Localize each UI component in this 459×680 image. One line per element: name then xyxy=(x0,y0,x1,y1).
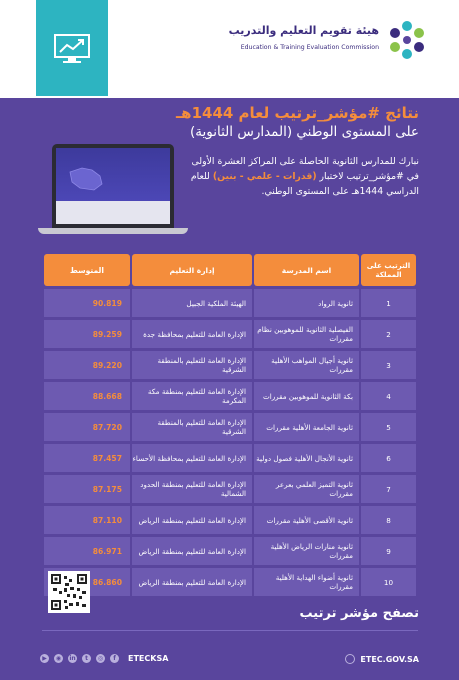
snapchat-icon[interactable]: ◉ xyxy=(55,655,62,662)
instagram-icon[interactable]: ◎ xyxy=(97,655,104,662)
qr-code-icon xyxy=(51,574,87,610)
cell-average: 89.259 xyxy=(44,320,130,348)
table-header xyxy=(44,254,416,286)
intro-text-end: للعام الدراسي 1444هـ على المستوى الوطني. xyxy=(190,171,419,197)
cell-rank: 9 xyxy=(361,537,416,565)
cell-rank: 2 xyxy=(361,320,416,348)
table-row xyxy=(44,475,416,503)
table-row xyxy=(44,320,416,348)
header-admin: إدارة التعليم xyxy=(132,254,252,286)
page-subtitle: على المستوى الوطني (المدارس الثانوية) xyxy=(190,124,419,140)
cell-rank: 8 xyxy=(361,506,416,534)
cell-rank: 3 xyxy=(361,351,416,379)
page-title: نتائج #مؤشر_ترتيب لعام 1444هـ xyxy=(176,104,419,122)
youtube-icon[interactable]: ▶ xyxy=(40,654,49,663)
footer xyxy=(0,644,459,680)
table-row xyxy=(44,413,416,441)
table-row xyxy=(44,289,416,317)
browse-index-link[interactable]: تصفح مؤشر ترتيب xyxy=(299,606,419,621)
cell-admin: الإدارة العامة للتعليم بمنطقة الرياض xyxy=(132,506,252,534)
cell-school: الفيصلية الثانوية للموهوبين نظام مقررات xyxy=(254,320,359,348)
cell-school: ثانوية أضواء الهداية الأهلية مقررات xyxy=(254,568,359,596)
logo-english-name: Education & Training Evaluation Commission xyxy=(240,44,379,51)
logo-arabic-name: هيئة تقويم التعليم والتدريب xyxy=(228,24,379,37)
teal-badge xyxy=(36,0,108,96)
laptop-screen-content xyxy=(56,148,170,224)
etec-flower-icon xyxy=(385,18,429,62)
cell-admin: الإدارة العامة للتعليم بالمنطقة الشرقية xyxy=(132,413,252,441)
cell-school: ثانوية الأقصى الأهلية مقررات xyxy=(254,506,359,534)
etec-logo xyxy=(228,18,429,62)
cell-average: 88.668 xyxy=(44,382,130,410)
laptop-illustration xyxy=(38,144,188,240)
cell-average: 87.175 xyxy=(44,475,130,503)
globe-icon xyxy=(345,654,355,664)
cell-average: 87.457 xyxy=(44,444,130,472)
table-row xyxy=(44,444,416,472)
cell-admin: الإدارة العامة للتعليم بمنطقة الرياض xyxy=(132,568,252,596)
intro-text-start: نبارك للمدارس الثانوية الحاصلة على المراكز العشرة الأولى في #مؤشر_ترتيب لاختبار xyxy=(191,156,419,182)
header-school: اسم المدرسة xyxy=(254,254,359,286)
cell-admin: الإدارة العامة للتعليم بمنطقة الرياض xyxy=(132,537,252,565)
cell-rank: 10 xyxy=(361,568,416,596)
header-average: المتوسط xyxy=(44,254,130,286)
table-row xyxy=(44,351,416,379)
cell-rank: 5 xyxy=(361,413,416,441)
cell-school: ثانوية أجيال المواهب الأهلية مقررات xyxy=(254,351,359,379)
content-panel xyxy=(0,98,459,680)
cell-rank: 6 xyxy=(361,444,416,472)
cell-average: 90.819 xyxy=(44,289,130,317)
cell-admin: الإدارة العامة للتعليم بمنطقة الحدود الشمالية xyxy=(132,475,252,503)
facebook-icon[interactable]: f xyxy=(110,654,119,663)
intro-highlight: (قدرات - علمي - بنين) xyxy=(212,171,317,182)
cell-rank: 1 xyxy=(361,289,416,317)
cell-rank: 4 xyxy=(361,382,416,410)
intro-paragraph xyxy=(189,154,419,199)
cell-average: 86.971 xyxy=(44,537,130,565)
page-header xyxy=(0,0,459,98)
saudi-map-icon xyxy=(66,166,106,192)
rankings-table xyxy=(44,254,416,596)
website-link[interactable] xyxy=(345,654,419,664)
social-links xyxy=(40,654,168,663)
twitter-icon[interactable]: t xyxy=(82,654,91,663)
linkedin-icon[interactable]: in xyxy=(69,655,76,662)
cell-school: ثانوية الجامعة الأهلية مقررات xyxy=(254,413,359,441)
social-handle[interactable]: ETECKSA xyxy=(128,654,169,663)
cell-admin: الإدارة العامة للتعليم بمحافظة جدة xyxy=(132,320,252,348)
cell-average: 87.110 xyxy=(44,506,130,534)
cell-admin: الإدارة العامة للتعليم بمنطقة مكة المكرمة xyxy=(132,382,252,410)
cell-average: 86.860 xyxy=(44,568,130,596)
cell-rank: 7 xyxy=(361,475,416,503)
cell-admin: الهيئة الملكية الجبيل xyxy=(132,289,252,317)
table-row xyxy=(44,568,416,596)
laptop-base xyxy=(38,228,188,234)
cell-average: 89.220 xyxy=(44,351,130,379)
cell-school: ثانوية الرواد xyxy=(254,289,359,317)
cell-admin: الإدارة العامة للتعليم بالمنطقة الشرقية xyxy=(132,351,252,379)
cell-school: ثانوية التميز العلمي بعرعر مقررات xyxy=(254,475,359,503)
qr-code[interactable] xyxy=(48,571,90,613)
header-rank: الترتيب على المملكة xyxy=(361,254,416,286)
cell-school: ثانوية الأنجال الأهلية فصول دولية xyxy=(254,444,359,472)
cell-school: ثانوية منارات الرياض الأهلية مقررات xyxy=(254,537,359,565)
website-url: ETEC.GOV.SA xyxy=(360,654,419,664)
table-row xyxy=(44,537,416,565)
divider xyxy=(42,630,418,631)
table-row xyxy=(44,382,416,410)
table-row xyxy=(44,506,416,534)
cell-admin: الإدارة العامة للتعليم بمحافظة الأحساء xyxy=(132,444,252,472)
chart-monitor-icon xyxy=(54,34,90,64)
cell-average: 87.720 xyxy=(44,413,130,441)
laptop-screen xyxy=(52,144,174,228)
cell-school: بكة الثانوية للموهوبين مقررات xyxy=(254,382,359,410)
